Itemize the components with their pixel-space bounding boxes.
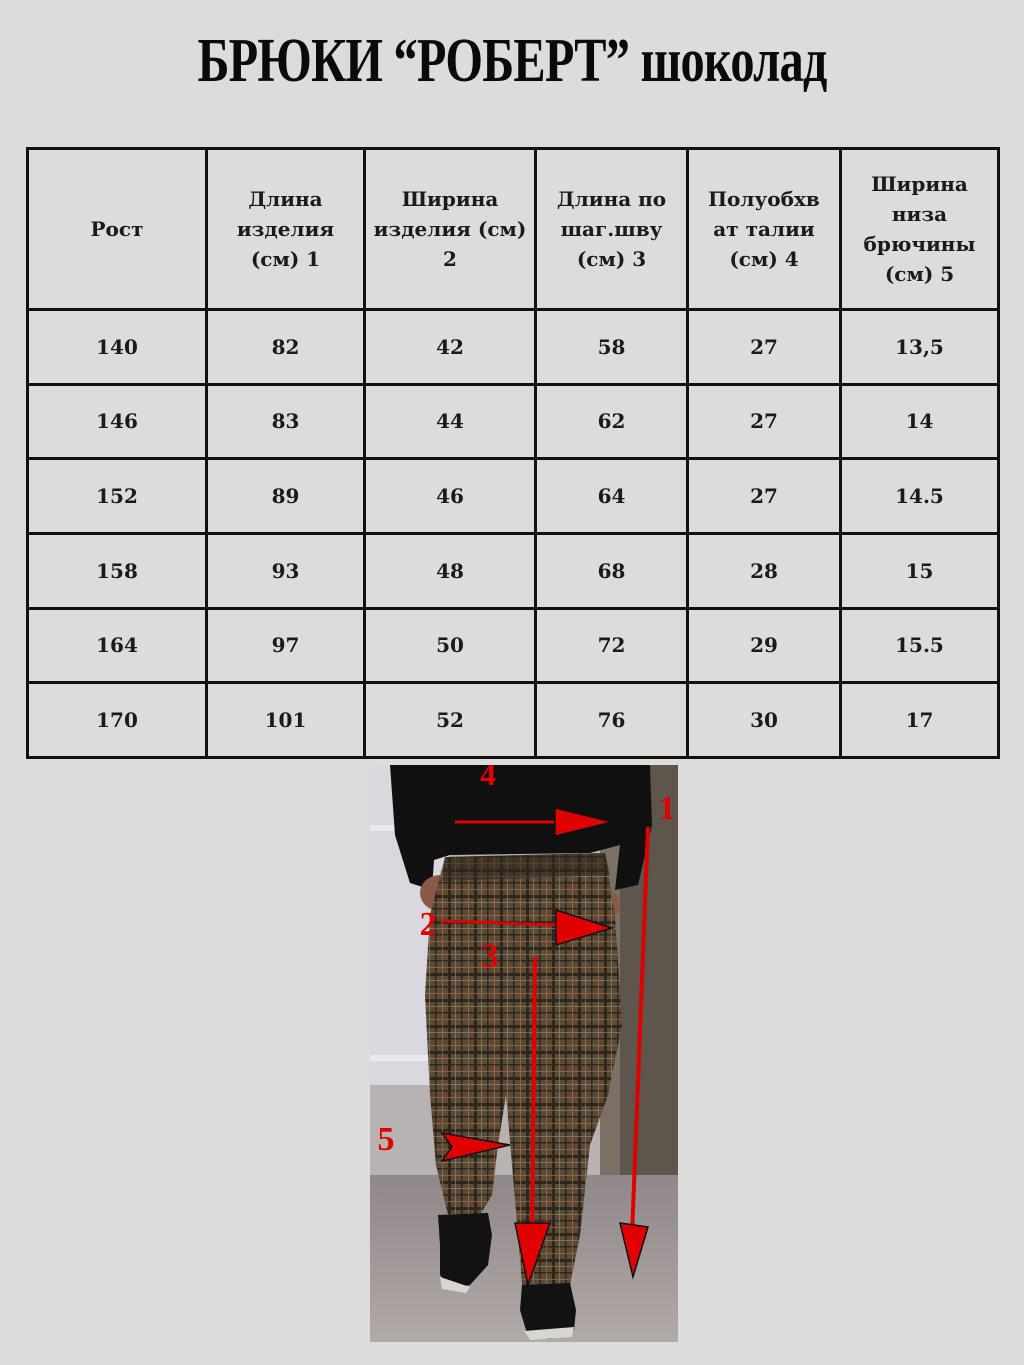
table-cell: 17	[841, 683, 999, 758]
table-cell: 58	[536, 310, 688, 385]
table-cell: 30	[688, 683, 841, 758]
table-cell: 14.5	[841, 459, 999, 534]
table-row	[28, 384, 999, 459]
table-cell: 68	[536, 533, 688, 608]
table-cell: 83	[207, 384, 365, 459]
measure-label-3: 3	[481, 938, 499, 975]
measure-label-1: 1	[658, 790, 676, 827]
table-cell: 27	[688, 310, 841, 385]
table-cell: 52	[365, 683, 536, 758]
header-inseam: Длина по шаг.шву (см) 3	[536, 149, 688, 310]
table-cell: 170	[28, 683, 207, 758]
header-height: Рост	[28, 149, 207, 310]
table-cell: 48	[365, 533, 536, 608]
table-cell: 140	[28, 310, 207, 385]
header-hem-width: Ширина низа брючины (см) 5	[841, 149, 999, 310]
table-cell: 29	[688, 608, 841, 683]
table-cell: 76	[536, 683, 688, 758]
table-cell: 50	[365, 608, 536, 683]
table-cell: 93	[207, 533, 365, 608]
table-cell: 15	[841, 533, 999, 608]
table-row	[28, 310, 999, 385]
table-cell: 28	[688, 533, 841, 608]
table-cell: 27	[688, 384, 841, 459]
header-length: Длина изделия (см) 1	[207, 149, 365, 310]
table-cell: 62	[536, 384, 688, 459]
table-cell: 72	[536, 608, 688, 683]
measure-label-2: 2	[419, 906, 437, 943]
measure-label-4: 4	[480, 765, 496, 792]
page-title: БРЮКИ “РОБЕРТ” шоколад	[197, 27, 827, 95]
table-cell: 42	[365, 310, 536, 385]
table-cell: 89	[207, 459, 365, 534]
size-table	[26, 147, 1000, 759]
table-cell: 44	[365, 384, 536, 459]
product-photo	[370, 765, 678, 1342]
table-row	[28, 683, 999, 758]
table-cell: 146	[28, 384, 207, 459]
table-cell: 152	[28, 459, 207, 534]
table-cell: 46	[365, 459, 536, 534]
table-cell: 64	[536, 459, 688, 534]
table-row	[28, 459, 999, 534]
table-cell: 27	[688, 459, 841, 534]
table-cell: 15.5	[841, 608, 999, 683]
table-cell: 13,5	[841, 310, 999, 385]
table-cell: 101	[207, 683, 365, 758]
table-cell: 164	[28, 608, 207, 683]
table-cell: 97	[207, 608, 365, 683]
table-cell: 158	[28, 533, 207, 608]
measure-label-5: 5	[377, 1121, 395, 1158]
table-cell: 14	[841, 384, 999, 459]
header-waist: Полуобхв ат талии (см) 4	[688, 149, 841, 310]
table-header-row	[28, 149, 999, 310]
table-row	[28, 608, 999, 683]
table-row	[28, 533, 999, 608]
header-width: Ширина изделия (см) 2	[365, 149, 536, 310]
table-cell: 82	[207, 310, 365, 385]
